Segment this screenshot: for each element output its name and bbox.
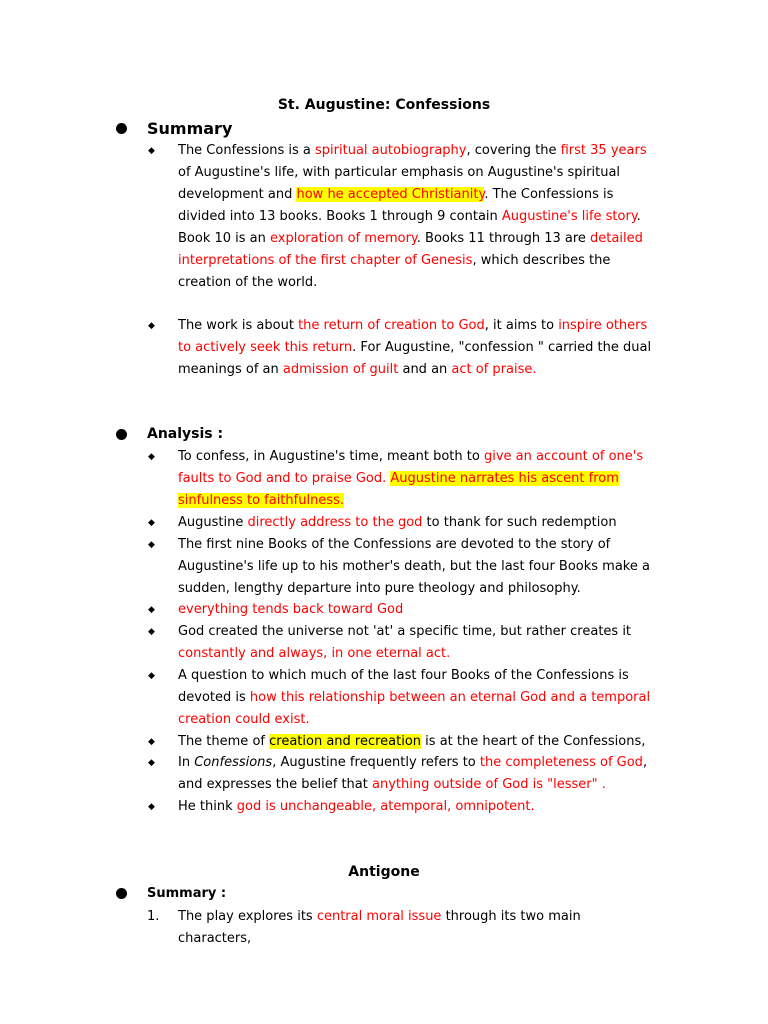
antigone-item-1: 1. The play explores its central moral issue through its two main characters,: [178, 906, 656, 950]
summary-item-1: ◆ The Confessions is a spiritual autobiography, covering the first 35 years of Augustine's life, with particular emphasis on Augustine's spiritual development and how he accepted Christianity. The Confessions is divided into 13 books. Books 1 through 9 contain Augustine's life story. Book 10 is an exploration of memory. Books 11 through 13 are detailed interpretations of the first chapter of Genesis, which describes the creation of the world.: [178, 140, 656, 294]
bullet-dot-icon: [116, 429, 127, 440]
diamond-bullet-icon: ◆: [148, 452, 155, 462]
diamond-bullet-icon: ◆: [148, 146, 155, 156]
analysis-heading-row: [116, 426, 223, 442]
diamond-bullet-icon: ◆: [148, 627, 155, 637]
analysis-item-7: ◆ The theme of creation and recreation is at the heart of the Confessions,: [178, 731, 656, 753]
diamond-bullet-icon: ◆: [148, 737, 155, 747]
bullet-dot-icon: [116, 888, 127, 899]
analysis-item-1: ◆ To confess, in Augustine's time, meant both to give an account of one's faults to God and to praise God. Augustine narrates his ascent from sinfulness to faithfulness.: [178, 446, 656, 512]
diamond-bullet-icon: ◆: [148, 671, 155, 681]
diamond-bullet-icon: ◆: [148, 605, 155, 615]
diamond-bullet-icon: ◆: [148, 540, 155, 550]
summary-item-2: ◆ The work is about the return of creation to God, it aims to inspire others to actively seek this return. For Augustine, "confession " carried the dual meanings of an admission of guilt and an act of praise.: [178, 315, 656, 381]
summary-heading-row: [116, 119, 232, 138]
summary-heading: Summary: [147, 119, 233, 138]
analysis-heading: Analysis :: [147, 426, 224, 442]
diamond-bullet-icon: ◆: [148, 758, 155, 768]
analysis-item-3: ◆ The first nine Books of the Confessions are devoted to the story of Augustine's life up to his mother's death, but the last four Books make a sudden, lengthy departure into pure theology and philosophy.: [178, 534, 656, 600]
diamond-bullet-icon: ◆: [148, 518, 155, 528]
analysis-item-2: ◆ Augustine directly address to the god to thank for such redemption: [178, 512, 656, 534]
section-title-antigone: Antigone: [348, 864, 420, 880]
analysis-item-4: ◆ everything tends back toward God: [178, 599, 656, 621]
antigone-summary-heading-row: [116, 886, 226, 901]
bullet-dot-icon: [116, 123, 127, 134]
analysis-item-8: ◆ In Confessions, Augustine frequently refers to the completeness of God, and expresses the belief that anything outside of God is "lesser" .: [178, 752, 656, 796]
document-title: St. Augustine: Confessions: [277, 97, 491, 113]
list-number: 1.: [147, 909, 160, 924]
diamond-bullet-icon: ◆: [148, 802, 155, 812]
analysis-item-9: ◆ He think god is unchangeable, atemporal, omnipotent.: [178, 796, 656, 818]
antigone-summary-heading: Summary :: [147, 886, 227, 901]
diamond-bullet-icon: ◆: [148, 321, 155, 331]
analysis-item-5: ◆ God created the universe not 'at' a specific time, but rather creates it constantly and always, in one eternal act.: [178, 621, 656, 665]
analysis-item-6: ◆ A question to which much of the last four Books of the Confessions is devoted is how this relationship between an eternal God and a temporal creation could exist.: [178, 665, 656, 731]
